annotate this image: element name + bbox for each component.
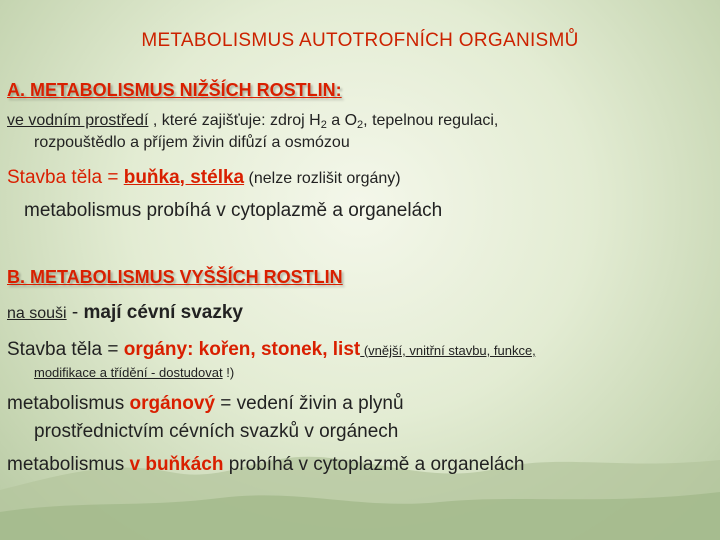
section-a-stavba-highlight: buňka, stélka	[123, 167, 245, 188]
section-a-environment-line1	[7, 112, 498, 130]
o2-subscript: 2	[357, 119, 364, 131]
section-b-cell-highlight: v buňkách	[129, 454, 224, 475]
h2-subscript: 2	[320, 119, 327, 131]
section-a-environment-text1: , které zajišťuje: zdroj H	[148, 112, 321, 129]
section-b-land-underlined: na souši	[7, 305, 67, 322]
section-a-environment-text3: , tepelnou regulaci,	[363, 112, 499, 129]
section-b-stavba-line	[7, 339, 536, 361]
section-b-heading: B. METABOLISMUS VYŠŠÍCH ROSTLIN	[7, 267, 343, 287]
section-a-stavba-suffix: (nelze rozlišit orgány)	[244, 170, 401, 187]
section-b-stavba-note2: modifikace a třídění - dostudovat	[34, 365, 223, 380]
section-b-organ-line1	[7, 393, 404, 415]
section-b-land-text: mají cévní svazky	[83, 302, 243, 323]
section-b-stavba-highlight: orgány: kořen, stonek, list	[123, 339, 361, 360]
section-b-land-line	[7, 302, 243, 324]
section-b-organ-highlight: orgánový	[129, 393, 216, 414]
section-a-environment-text2: a O	[326, 112, 358, 129]
section-b-cell-line	[7, 454, 525, 476]
section-a-metabolism-line: metabolismus probíhá v cytoplazmě a organelách	[24, 200, 443, 221]
section-b-cell-suffix: probíhá v cytoplazmě a organelách	[223, 454, 525, 475]
section-b-stavba-prefix: Stavba těla =	[7, 339, 124, 360]
section-b-cell-prefix: metabolismus	[7, 454, 130, 475]
section-a-environment-underlined: ve vodním prostředí	[7, 112, 149, 129]
section-b-organ-suffix: = vedení živin a plynů	[215, 393, 404, 414]
section-b-organ-line2: prostřednictvím cévních svazků v orgánech	[34, 421, 399, 442]
section-a-heading: A. METABOLISMUS NIŽŠÍCH ROSTLIN:	[7, 80, 342, 100]
section-b-stavba-note2-end: !)	[222, 365, 235, 380]
section-a-stavba-prefix: Stavba těla =	[7, 167, 124, 188]
section-b-organ-prefix: metabolismus	[7, 393, 130, 414]
section-b-stavba-note-line2	[34, 365, 234, 380]
section-a-environment-line2: rozpouštědlo a příjem živin difůzí a osmózou	[34, 134, 350, 151]
slide-title: METABOLISMUS AUTOTROFNÍCH ORGANISMŮ	[141, 30, 579, 51]
section-b-stavba-note: (vnější, vnitřní stavbu, funkce,	[360, 343, 536, 358]
section-a-stavba-line	[7, 167, 401, 189]
section-b-land-dash: -	[66, 302, 84, 323]
